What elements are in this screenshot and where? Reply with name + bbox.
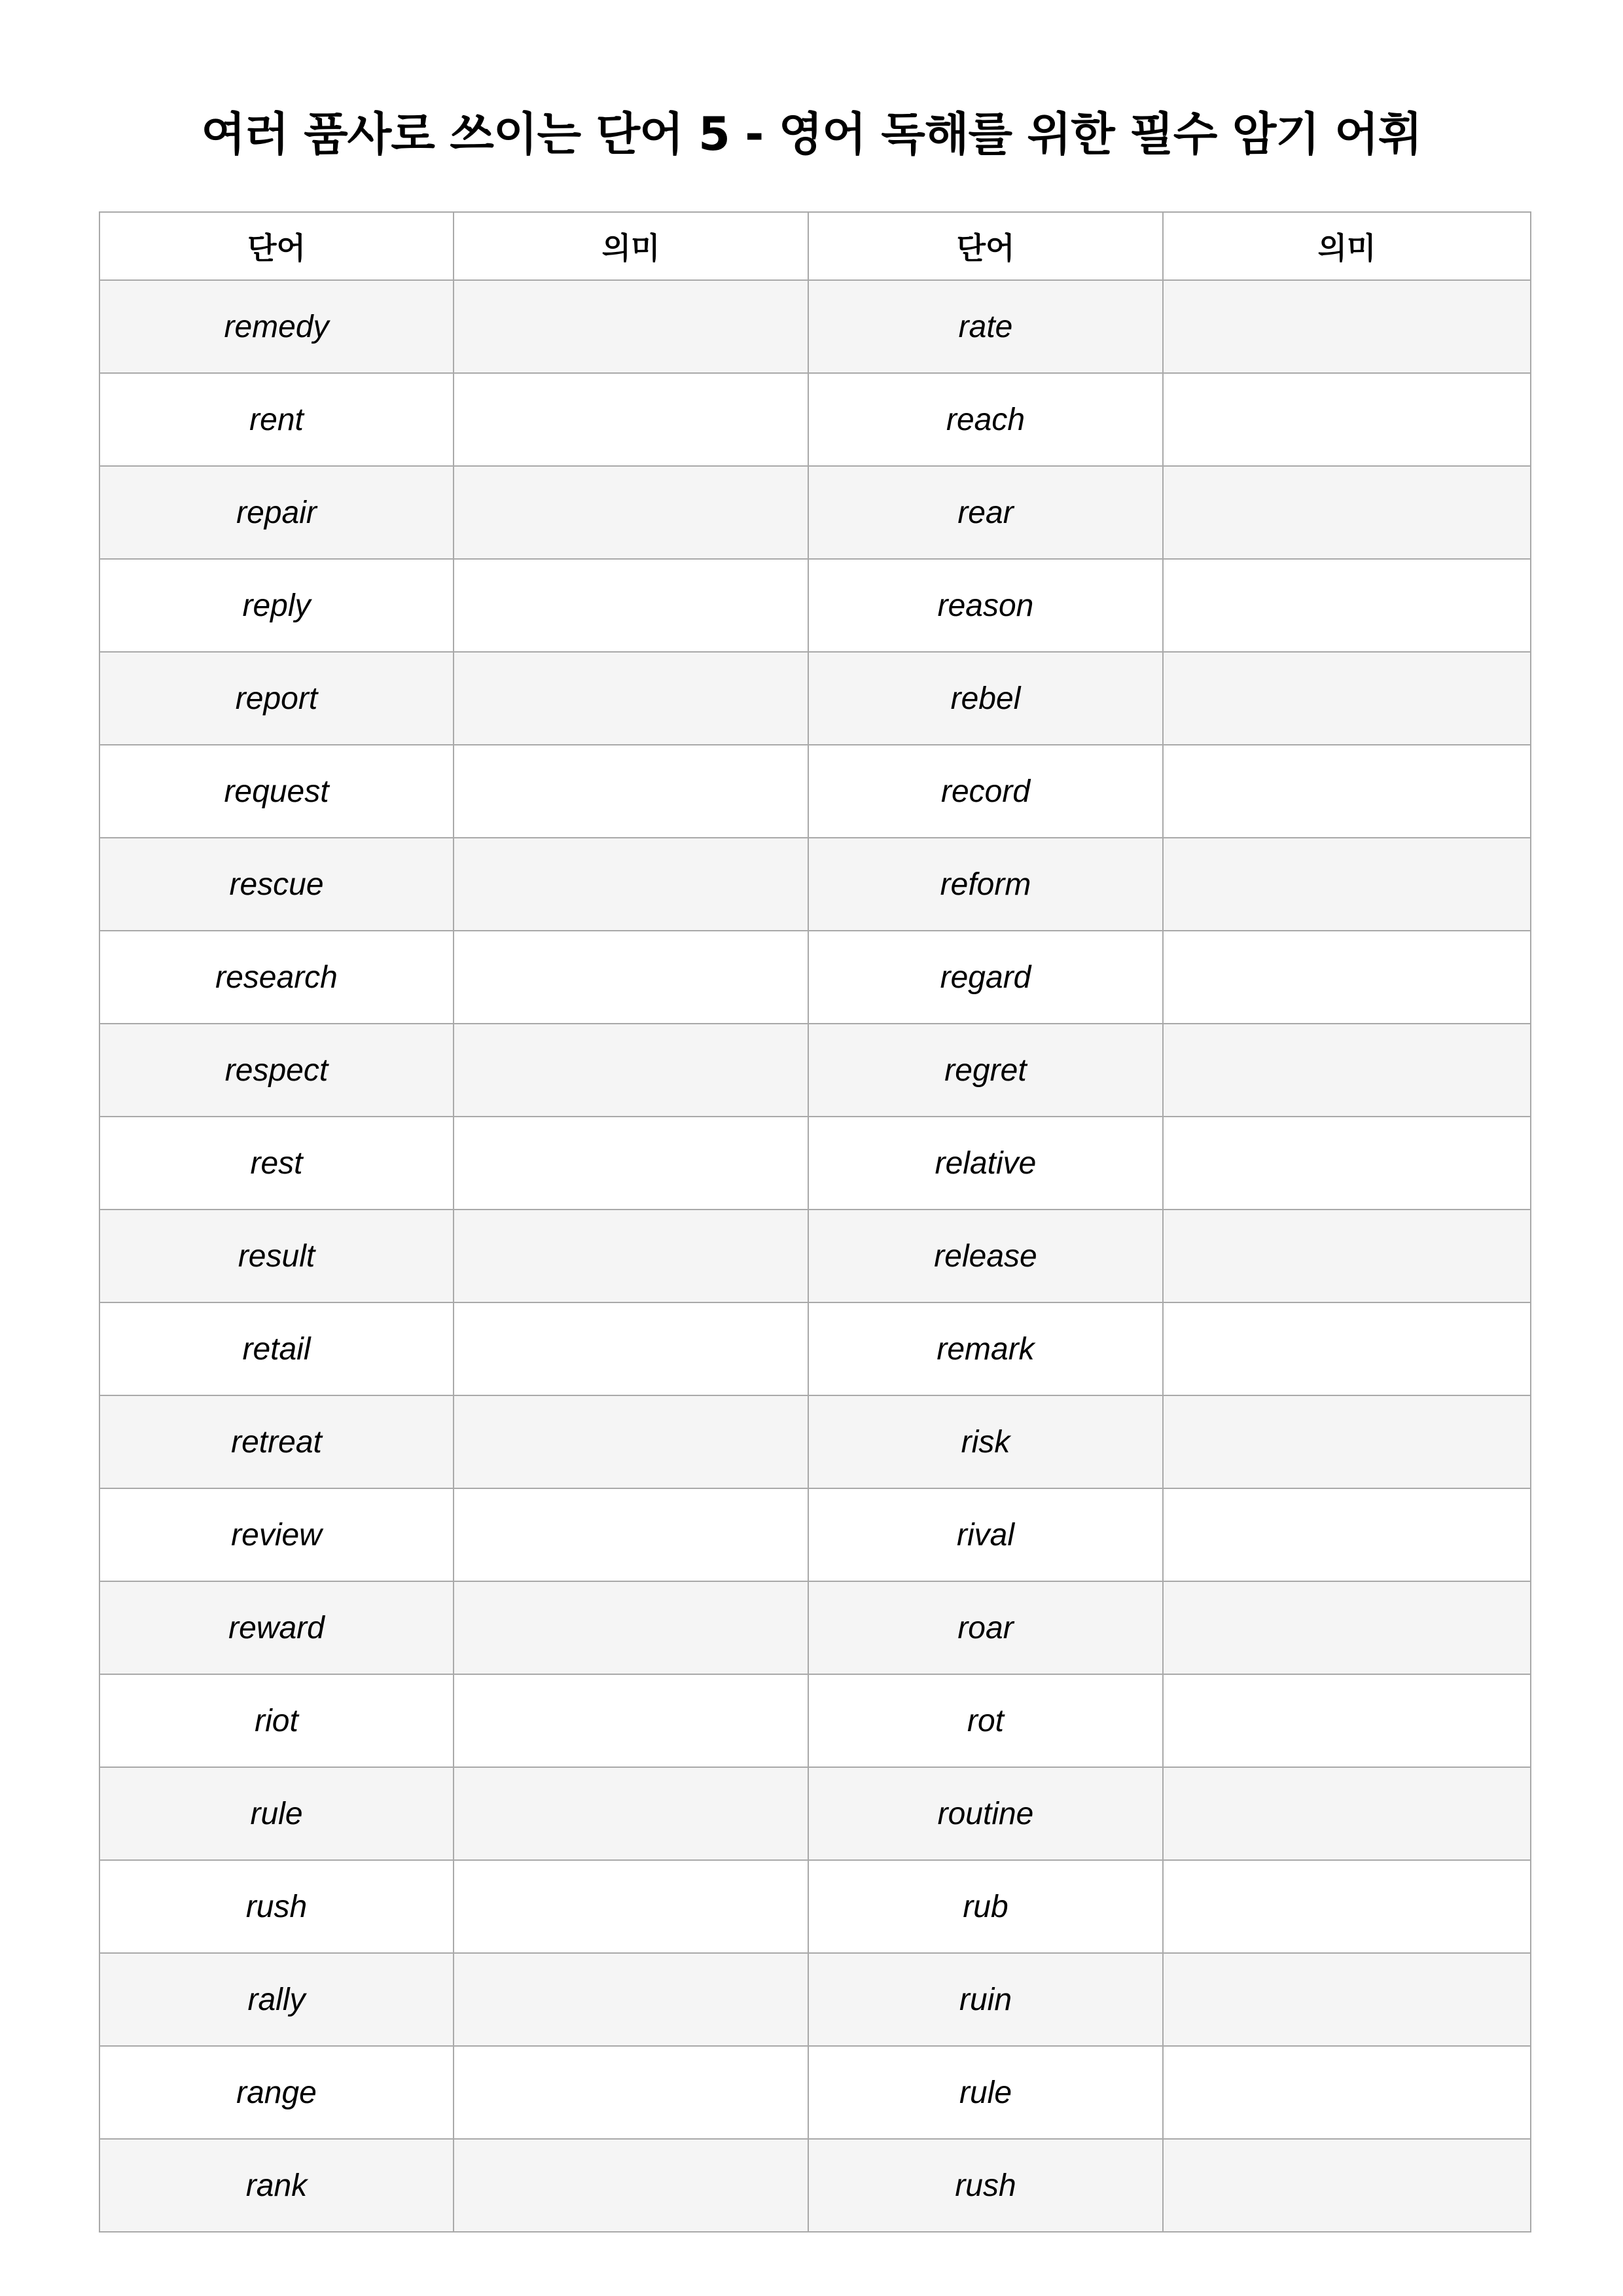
- meaning-cell-left[interactable]: [454, 2046, 808, 2139]
- table-row: [99, 838, 1531, 931]
- table-row: [99, 745, 1531, 838]
- meaning-cell-right[interactable]: [1163, 280, 1531, 373]
- table-row: [99, 559, 1531, 652]
- meaning-cell-left[interactable]: [454, 1117, 808, 1210]
- word-cell-right: risk: [808, 1395, 1163, 1488]
- meaning-cell-right[interactable]: [1163, 2046, 1531, 2139]
- word-cell-left: rush: [99, 1860, 454, 1953]
- table-row: [99, 1581, 1531, 1674]
- meaning-cell-right[interactable]: [1163, 1767, 1531, 1860]
- meaning-cell-right[interactable]: [1163, 1860, 1531, 1953]
- meaning-cell-right[interactable]: [1163, 931, 1531, 1024]
- word-cell-left: request: [99, 745, 454, 838]
- word-cell-left: respect: [99, 1024, 454, 1117]
- meaning-cell-left[interactable]: [454, 1395, 808, 1488]
- meaning-cell-right[interactable]: [1163, 466, 1531, 559]
- word-cell-right: regret: [808, 1024, 1163, 1117]
- word-cell-right: relative: [808, 1117, 1163, 1210]
- word-cell-right: rate: [808, 280, 1163, 373]
- meaning-cell-left[interactable]: [454, 931, 808, 1024]
- word-cell-right: rush: [808, 2139, 1163, 2232]
- word-cell-left: review: [99, 1488, 454, 1581]
- meaning-cell-left[interactable]: [454, 1581, 808, 1674]
- vocabulary-table: [99, 211, 1531, 2233]
- table-body: [99, 280, 1531, 2232]
- word-cell-right: rule: [808, 2046, 1163, 2139]
- header-meaning-left: 의미: [454, 212, 808, 280]
- table-row: [99, 931, 1531, 1024]
- meaning-cell-right[interactable]: [1163, 559, 1531, 652]
- word-cell-left: reward: [99, 1581, 454, 1674]
- word-cell-left: retail: [99, 1302, 454, 1395]
- meaning-cell-right[interactable]: [1163, 1953, 1531, 2046]
- meaning-cell-right[interactable]: [1163, 1395, 1531, 1488]
- word-cell-left: rule: [99, 1767, 454, 1860]
- word-cell-right: record: [808, 745, 1163, 838]
- table-row: [99, 466, 1531, 559]
- meaning-cell-left[interactable]: [454, 652, 808, 745]
- word-cell-left: retreat: [99, 1395, 454, 1488]
- table-row: [99, 652, 1531, 745]
- meaning-cell-left[interactable]: [454, 466, 808, 559]
- table-row: [99, 1953, 1531, 2046]
- meaning-cell-right[interactable]: [1163, 373, 1531, 466]
- word-cell-right: rot: [808, 1674, 1163, 1767]
- meaning-cell-right[interactable]: [1163, 1302, 1531, 1395]
- word-cell-left: riot: [99, 1674, 454, 1767]
- word-cell-left: report: [99, 652, 454, 745]
- meaning-cell-left[interactable]: [454, 1488, 808, 1581]
- meaning-cell-left[interactable]: [454, 373, 808, 466]
- word-cell-right: reason: [808, 559, 1163, 652]
- table-row: [99, 1488, 1531, 1581]
- meaning-cell-left[interactable]: [454, 1953, 808, 2046]
- table-row: [99, 1767, 1531, 1860]
- meaning-cell-left[interactable]: [454, 1210, 808, 1302]
- meaning-cell-right[interactable]: [1163, 1117, 1531, 1210]
- table-row: [99, 1395, 1531, 1488]
- meaning-cell-left[interactable]: [454, 1767, 808, 1860]
- header-meaning-right: 의미: [1163, 212, 1531, 280]
- word-cell-left: rescue: [99, 838, 454, 931]
- word-cell-left: remedy: [99, 280, 454, 373]
- header-word-right: 단어: [808, 212, 1163, 280]
- meaning-cell-left[interactable]: [454, 1024, 808, 1117]
- table-row: [99, 2139, 1531, 2232]
- meaning-cell-right[interactable]: [1163, 652, 1531, 745]
- meaning-cell-left[interactable]: [454, 1860, 808, 1953]
- table-row: [99, 1674, 1531, 1767]
- meaning-cell-left[interactable]: [454, 838, 808, 931]
- word-cell-right: routine: [808, 1767, 1163, 1860]
- table-row: [99, 280, 1531, 373]
- word-cell-right: roar: [808, 1581, 1163, 1674]
- meaning-cell-left[interactable]: [454, 1674, 808, 1767]
- meaning-cell-right[interactable]: [1163, 745, 1531, 838]
- word-cell-right: ruin: [808, 1953, 1163, 2046]
- table-row: [99, 1302, 1531, 1395]
- meaning-cell-left[interactable]: [454, 2139, 808, 2232]
- meaning-cell-right[interactable]: [1163, 1674, 1531, 1767]
- table-row: [99, 1860, 1531, 1953]
- meaning-cell-left[interactable]: [454, 559, 808, 652]
- header-word-left: 단어: [99, 212, 454, 280]
- table-row: [99, 1024, 1531, 1117]
- meaning-cell-right[interactable]: [1163, 1024, 1531, 1117]
- table-row: [99, 373, 1531, 466]
- word-cell-left: rent: [99, 373, 454, 466]
- word-cell-left: rank: [99, 2139, 454, 2232]
- word-cell-left: rest: [99, 1117, 454, 1210]
- meaning-cell-right[interactable]: [1163, 2139, 1531, 2232]
- word-cell-right: rebel: [808, 652, 1163, 745]
- meaning-cell-left[interactable]: [454, 745, 808, 838]
- meaning-cell-right[interactable]: [1163, 1488, 1531, 1581]
- table-header-row: [99, 212, 1531, 280]
- table-row: [99, 2046, 1531, 2139]
- table-row: [99, 1210, 1531, 1302]
- word-cell-right: regard: [808, 931, 1163, 1024]
- word-cell-right: reform: [808, 838, 1163, 931]
- meaning-cell-right[interactable]: [1163, 1210, 1531, 1302]
- word-cell-right: rear: [808, 466, 1163, 559]
- meaning-cell-right[interactable]: [1163, 838, 1531, 931]
- word-cell-right: rub: [808, 1860, 1163, 1953]
- meaning-cell-right[interactable]: [1163, 1581, 1531, 1674]
- word-cell-left: research: [99, 931, 454, 1024]
- word-cell-left: reply: [99, 559, 454, 652]
- word-cell-right: rival: [808, 1488, 1163, 1581]
- meaning-cell-left[interactable]: [454, 1302, 808, 1395]
- word-cell-left: repair: [99, 466, 454, 559]
- page-title: 여러 품사로 쓰이는 단어 5 - 영어 독해를 위한 필수 암기 어휘: [201, 107, 1422, 161]
- word-cell-right: release: [808, 1210, 1163, 1302]
- word-cell-right: reach: [808, 373, 1163, 466]
- word-cell-left: rally: [99, 1953, 454, 2046]
- word-cell-right: remark: [808, 1302, 1163, 1395]
- word-cell-left: range: [99, 2046, 454, 2139]
- meaning-cell-left[interactable]: [454, 280, 808, 373]
- word-cell-left: result: [99, 1210, 454, 1302]
- table-row: [99, 1117, 1531, 1210]
